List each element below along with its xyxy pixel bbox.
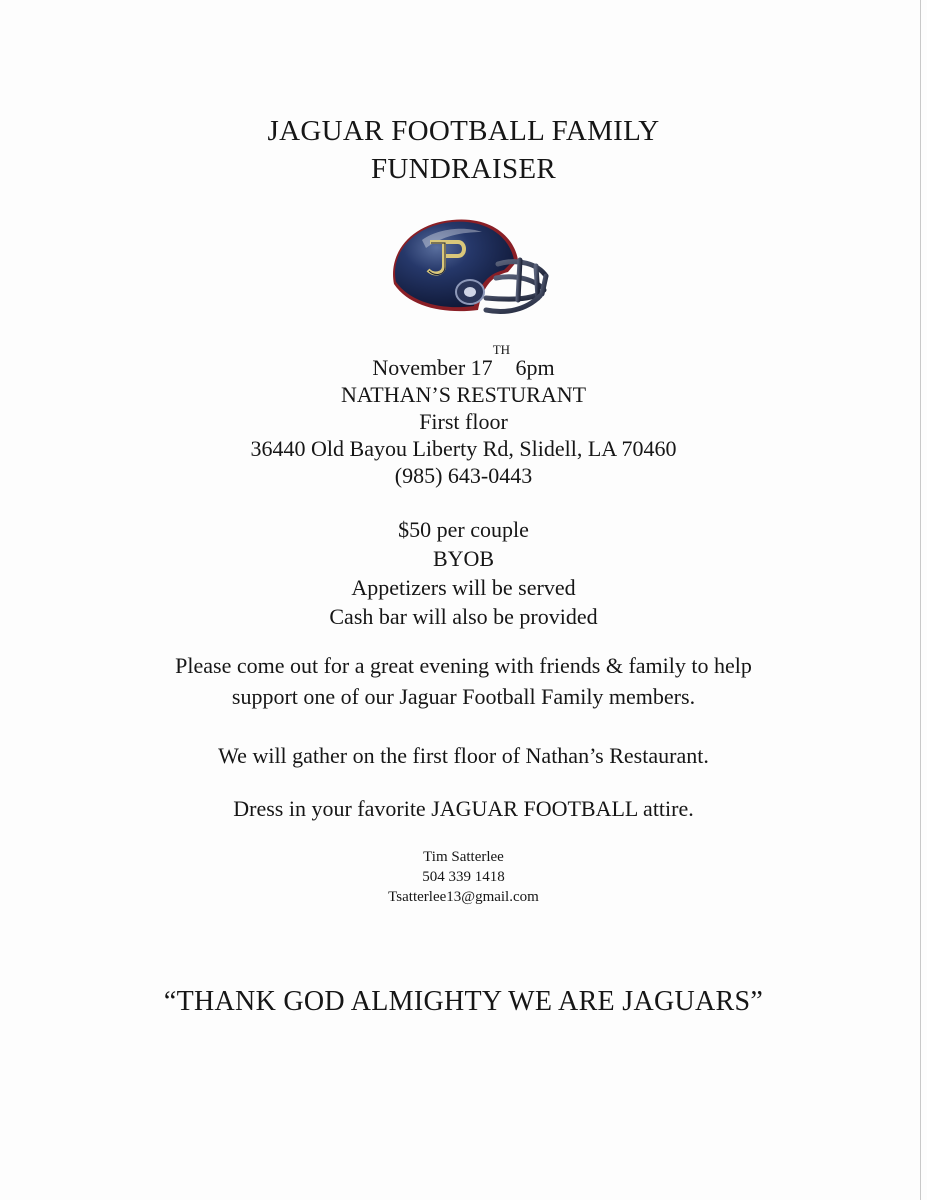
gather-note: We will gather on the first floor of Nathan’s Restaurant. — [218, 743, 709, 768]
price: $50 per couple — [398, 517, 529, 542]
event-date-line — [0, 342, 927, 381]
event-date-suffix: TH — [492, 342, 511, 357]
event-date: November 17 — [372, 355, 493, 380]
dress-note: Dress in your favorite JAGUAR FOOTBALL attire. — [233, 796, 694, 821]
title-line-1: JAGUAR FOOTBALL FAMILY — [267, 115, 660, 147]
event-phone: (985) 643-0443 — [394, 463, 533, 488]
invite-paragraph — [0, 650, 927, 712]
slogan: “THANK GOD ALMIGHTY WE ARE JAGUARS” — [163, 986, 764, 1017]
drinks-policy: BYOB — [432, 546, 495, 571]
event-address: 36440 Old Bayou Liberty Rd, Slidell, LA 70460 — [250, 436, 677, 461]
invite-line-2: support one of our Jaguar Football Family members. — [231, 684, 696, 709]
pricing-details — [0, 515, 927, 631]
contact-phone: 504 339 1418 — [422, 869, 505, 885]
invite-line-1: Please come out for a great evening with friends & family to help — [175, 653, 752, 678]
bar-note: Cash bar will also be provided — [329, 604, 598, 629]
contact-info — [0, 847, 927, 907]
contact-email: Tsatterlee13@gmail.com — [388, 889, 539, 905]
event-details — [0, 342, 927, 489]
event-venue: NATHAN’S RESTURANT — [340, 382, 587, 407]
event-floor: First floor — [419, 409, 508, 434]
contact-name: Tim Satterlee — [423, 849, 504, 865]
title-line-2: FUNDRAISER — [370, 153, 557, 185]
football-helmet-icon — [386, 214, 552, 318]
flyer-title — [0, 112, 927, 188]
food-note: Appetizers will be served — [351, 575, 576, 600]
event-time: 6pm — [515, 355, 555, 380]
